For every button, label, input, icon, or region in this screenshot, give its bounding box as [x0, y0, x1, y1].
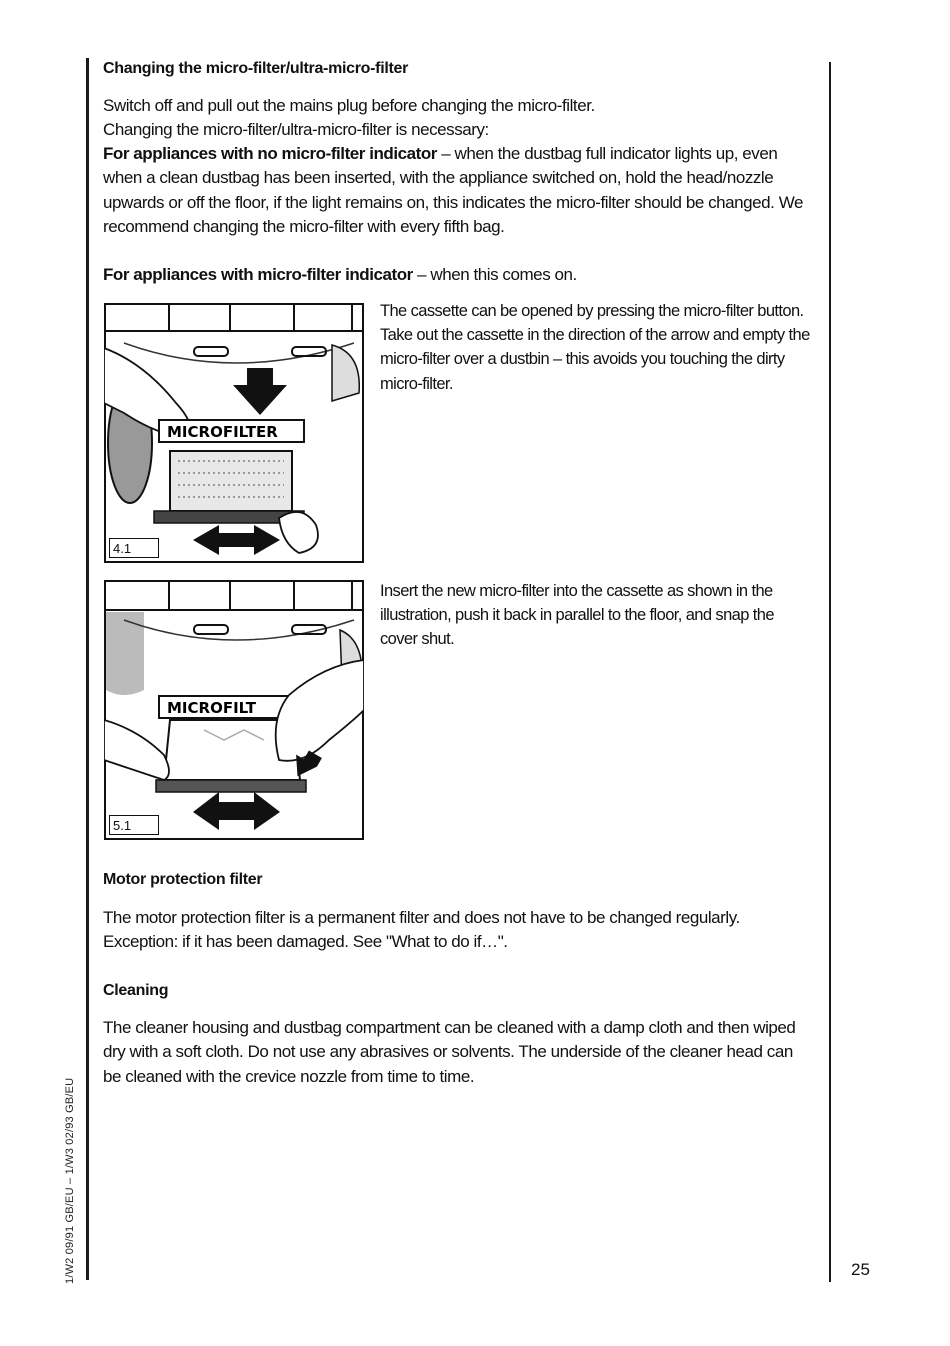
case2-paragraph	[103, 263, 815, 287]
figure-5-1-panel-text: MICROFILT	[167, 699, 256, 717]
section-heading-cleaning: Cleaning	[103, 982, 169, 999]
motor-protection-paragraph: The motor protection filter is a permanent filter and does not have to be changed regularly. Exception: if it has been damaged. See "What to do if…".	[103, 908, 740, 952]
case2-text: – when this comes on.	[412, 265, 577, 284]
cleaning-paragraph: The cleaner housing and dustbag compartment can be cleaned with a damp cloth and then wiped dry with a soft cloth. Do not use any abrasives or solvents. The underside of the cleaner head can be cleaned with the crevice nozzle from time to time.	[103, 1018, 796, 1086]
section-heading-micro-filter: Changing the micro-filter/ultra-micro-filter	[103, 60, 409, 77]
figure-4-1-caption: The cassette can be opened by pressing the micro-filter button. Take out the cassette in the direction of the arrow and empty the micro-filter over a dustbin – this avoids you touching the dirty micro-filter.	[380, 302, 810, 393]
case1-paragraph	[103, 142, 815, 239]
figure-4-1-label: 4.1	[109, 538, 159, 558]
document-code: 1/W2 09/91 GB/EU – 1/W3 02/93 GB/EU	[64, 1077, 76, 1284]
figure-5-1-illustration	[104, 580, 364, 840]
case1-text: – when the dustbag full indicator lights up, even when a clean dustbag has been inserted, with the appliance switched on, hold the head/nozzle upwards or off the floor, if the light remains on, this indicates the micro-filter should be changed. We recommend changing the micro-filter with every fifth bag.	[103, 144, 804, 236]
section-heading-motor-protection: Motor protection filter	[103, 871, 263, 888]
figure-5-1-caption: Insert the new micro-filter into the cassette as shown in the illustration, push it back in parallel to the floor, and snap the cover shut.	[380, 582, 774, 649]
case2-label: For appliances with micro-filter indicator	[103, 265, 413, 284]
figure-5-1-label: 5.1	[109, 815, 159, 835]
figure-4-1-illustration	[104, 303, 364, 563]
page-number: 25	[851, 1260, 870, 1279]
case1-label: For appliances with no micro-filter indicator	[103, 144, 437, 163]
intro-line-1: Switch off and pull out the mains plug before changing the micro-filter.	[103, 96, 595, 115]
figure-4-1	[104, 303, 364, 563]
figure-5-1	[104, 580, 364, 840]
figure-4-1-panel-text: MICROFILTER	[167, 423, 278, 441]
right-margin-rule	[829, 62, 831, 1282]
intro-line-2: Changing the micro-filter/ultra-micro-filter is necessary:	[103, 120, 489, 139]
left-margin-rule	[86, 58, 89, 1280]
